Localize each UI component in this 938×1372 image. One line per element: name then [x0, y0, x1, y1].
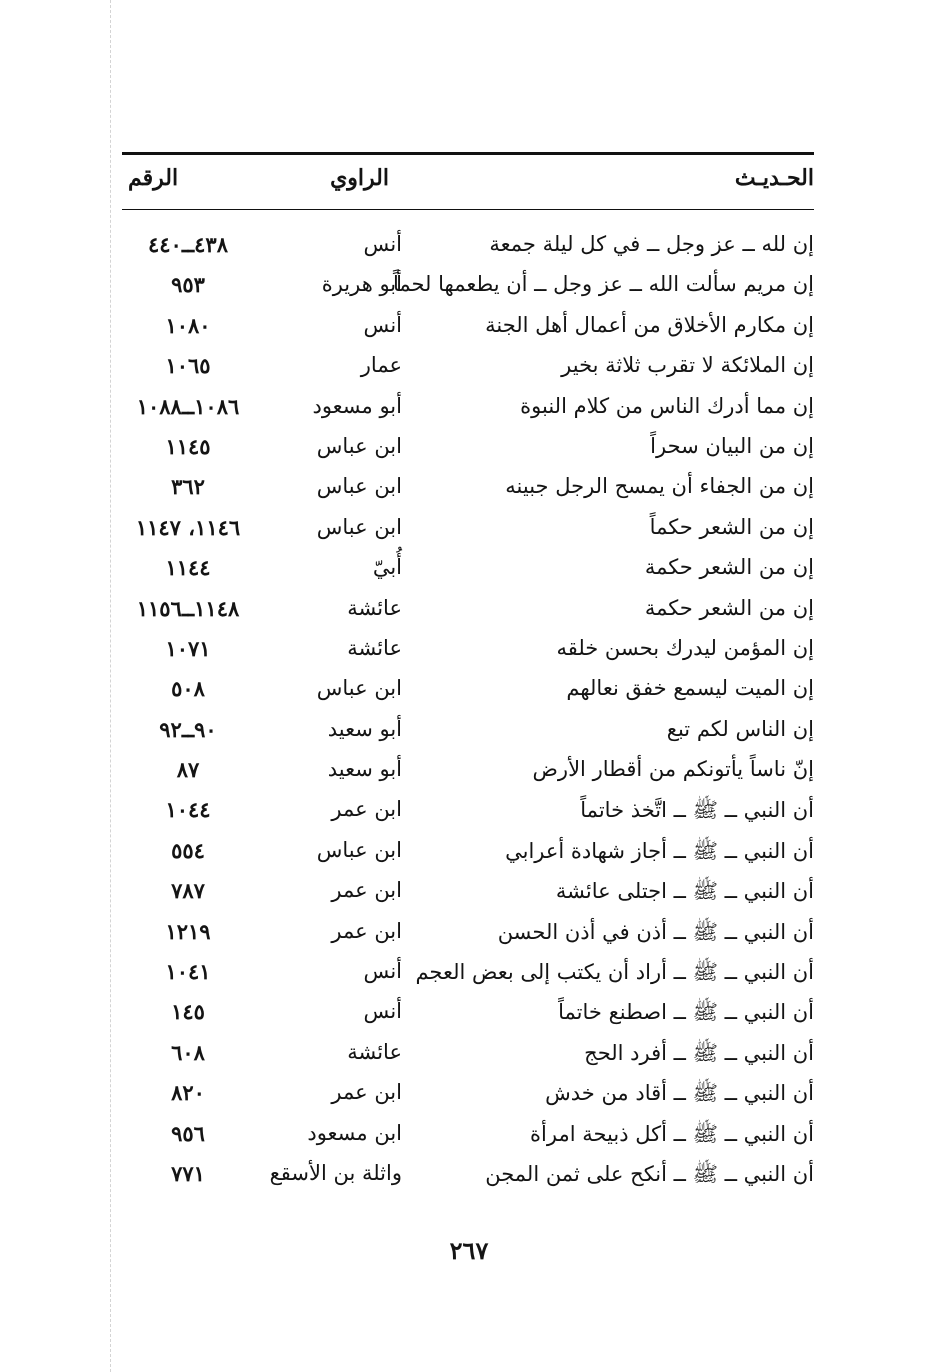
rawi-name: أنس [363, 312, 402, 337]
table-row [122, 511, 814, 551]
table-row [122, 268, 814, 308]
hadith-text: أن النبي ــ ﷺ ــ أفرد الحج [584, 1040, 814, 1065]
binding-margin-line [110, 0, 111, 1372]
rawi-name: عمار [360, 353, 402, 378]
hadith-text: إن من الشعر حكماً [649, 514, 814, 539]
hadith-text: إن من البيان سحراً [650, 433, 814, 458]
table-row [122, 915, 814, 955]
table-row [122, 309, 814, 349]
hadith-number: ٤٣٨ــ٤٤٠ [148, 232, 228, 257]
table-row [122, 228, 814, 268]
hadith-number: ٣٦٢ [171, 474, 205, 500]
hadith-text: أن النبي ــ ﷺ ــ أقاد من خدش [545, 1081, 814, 1106]
table-row [122, 793, 814, 833]
hadith-text: أن النبي ــ ﷺ ــ أنكح على ثمن المجن [485, 1161, 814, 1186]
hadith-number: ٩٥٣ [171, 272, 205, 298]
hadith-text: إنّ ناساً يأتونكم من أقطار الأرض [532, 757, 814, 782]
rawi-name: عائشة [347, 1039, 402, 1064]
hadith-text: إن المؤمن ليدرك بحسن خلقه [556, 635, 814, 660]
hadith-number: ٩٠ــ٩٢ [159, 716, 217, 742]
rawi-name: أبو مسعود [312, 393, 402, 418]
rawi-name: ابن عباس [316, 433, 402, 458]
rawi-name: أُبيّ [372, 555, 402, 580]
hadith-index-table [122, 152, 814, 1197]
hadith-number: ١١٤٨ــ١١٥٦ [136, 595, 240, 621]
hadith-number: ٧٧١ [171, 1160, 205, 1186]
rawi-name: عائشة [347, 595, 402, 620]
hadith-number: ٦٠٨ [171, 1039, 205, 1065]
table-row [122, 390, 814, 430]
hadith-text: إن مما أدرك الناس من كلام النبوة [520, 393, 814, 418]
rawi-name: أبو سعيد [327, 716, 402, 741]
table-row [122, 995, 814, 1035]
hadith-number: ٥٠٨ [171, 676, 205, 702]
hadith-text: أن النبي ــ ﷺ ــ أجاز شهادة أعرابي [505, 838, 814, 863]
hadith-text: أن النبي ــ ﷺ ــ اصطنع خاتماً [558, 1000, 814, 1025]
hadith-text: إن من الجفاء أن يمسح الرجل جبينه [505, 474, 814, 499]
hadith-number: ٨٧ [176, 757, 200, 783]
rawi-name: ابن عمر [331, 797, 402, 822]
hadith-text: أن النبي ــ ﷺ ــ اجتلى عائشة [555, 879, 814, 904]
table-row [122, 753, 814, 793]
page-number: ٢٦٧ [449, 1236, 489, 1265]
header-rawi: الراوي [330, 165, 389, 191]
rawi-name: أبو سعيد [327, 757, 402, 782]
hadith-number: ١١٤٥ [165, 433, 211, 459]
rawi-name: ابن مسعود [307, 1120, 402, 1145]
table-row [122, 1117, 814, 1157]
table-row [122, 1036, 814, 1076]
hadith-text: إن من الشعر حكمة [644, 555, 814, 580]
hadith-number: ١١٤٦، ١١٤٧ [135, 514, 241, 540]
rawi-name: ابن عباس [316, 514, 402, 539]
hadith-number: ١٠٤١ [165, 959, 211, 985]
table-row [122, 672, 814, 712]
rawi-name: ابن عباس [316, 474, 402, 499]
hadith-number: ٧٨٧ [171, 878, 205, 904]
table-row [122, 470, 814, 510]
table-row [122, 592, 814, 632]
hadith-number: ٥٥٤ [171, 837, 205, 863]
table-row [122, 551, 814, 591]
table-row [122, 955, 814, 995]
hadith-text: إن مكارم الأخلاق من أعمال أهل الجنة [485, 312, 814, 337]
hadith-number: ١٠٨٦ــ١٠٨٨ [136, 393, 240, 419]
rawi-name: عائشة [347, 635, 402, 660]
table-row [122, 713, 814, 753]
table-header [122, 155, 814, 209]
hadith-text: إن مريم سألت الله ــ عز وجل ــ أن يطعمها لحماً [392, 272, 814, 297]
hadith-text: إن الناس لكم تبع [666, 716, 814, 741]
table-row [122, 1076, 814, 1116]
hadith-text: أن النبي ــ ﷺ ــ أكل ذبيحة امرأة [530, 1121, 814, 1146]
hadith-number: ١٠٧١ [165, 635, 211, 661]
rawi-name: ابن عباس [316, 837, 402, 862]
table-row [122, 874, 814, 914]
hadith-number: ١٠٦٥ [165, 353, 211, 379]
hadith-text: أن النبي ــ ﷺ ــ أذن في أذن الحسن [497, 919, 814, 944]
table-row [122, 349, 814, 389]
rawi-name: ابن عباس [316, 676, 402, 701]
rawi-name: أنس [363, 959, 402, 984]
table-row [122, 632, 814, 672]
hadith-number: ١٠٨٠ [165, 312, 211, 338]
hadith-number: ٩٥٦ [171, 1120, 205, 1146]
rawi-name: ابن عمر [331, 918, 402, 943]
rawi-name: ابن عمر [331, 1080, 402, 1105]
rawi-name: أنس [363, 999, 402, 1024]
hadith-text: إن الميت ليسمع خفق نعالهم [566, 676, 814, 701]
hadith-text: أن النبي ــ ﷺ ــ اتَّخذ خاتماً [580, 798, 814, 823]
rawi-name: ابن عمر [331, 878, 402, 903]
table-row [122, 1157, 814, 1197]
hadith-text: إن لله ــ عز وجل ــ في كل ليلة جمعة [489, 232, 814, 256]
header-hadith: الحـديـث [734, 165, 814, 191]
header-number: الرقم [128, 165, 179, 191]
rawi-name: أبو هريرة [321, 272, 402, 297]
hadith-number: ١٠٤٤ [165, 797, 211, 823]
rawi-name: واثلة بن الأسقع [269, 1160, 402, 1185]
table-row [122, 430, 814, 470]
hadith-number: ١١٤٤ [165, 555, 211, 581]
rawi-name: أنس [363, 232, 402, 256]
hadith-number: ١٢١٩ [165, 918, 211, 944]
hadith-text: إن الملائكة لا تقرب ثلاثة بخير [561, 353, 814, 378]
hadith-text: أن النبي ــ ﷺ ــ أراد أن يكتب إلى بعض العجم [415, 960, 814, 985]
hadith-number: ٨٢٠ [171, 1080, 205, 1106]
table-row [122, 834, 814, 874]
hadith-text: إن من الشعر حكمة [644, 595, 814, 620]
table-body [122, 210, 814, 1197]
hadith-number: ١٤٥ [171, 999, 205, 1025]
